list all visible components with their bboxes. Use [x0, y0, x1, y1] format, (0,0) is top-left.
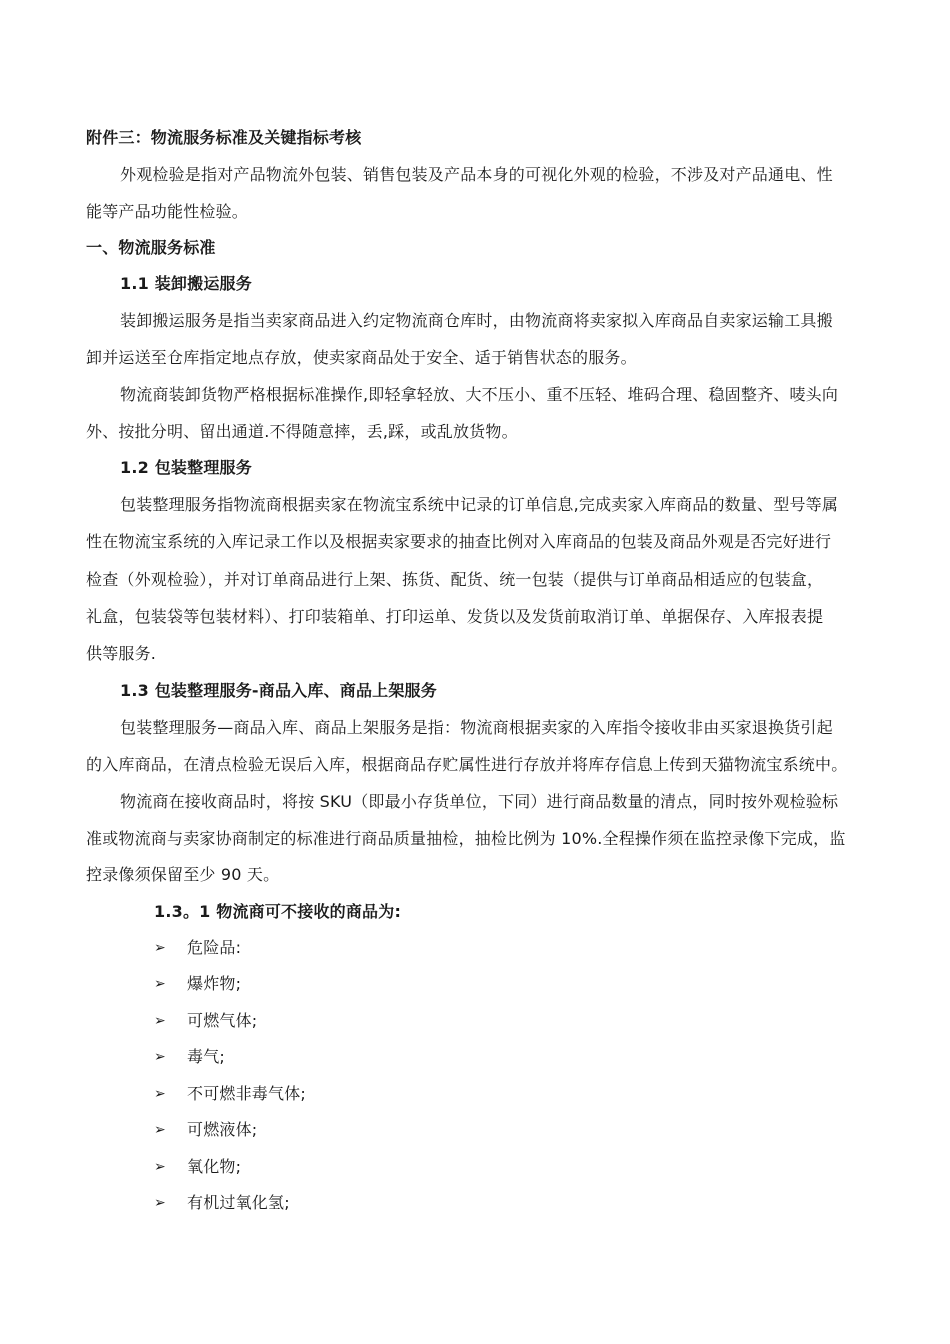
bullet-arrow-icon: ➢: [154, 1122, 166, 1138]
list-item: 不可燃非毒气体;: [187, 1084, 306, 1103]
bullet-arrow-icon: ➢: [154, 1195, 166, 1211]
list-item: 可燃液体;: [187, 1120, 258, 1139]
bullet-arrow-icon: ➢: [154, 976, 166, 992]
section-title-logistics-standards: 一、物流服务标准: [86, 238, 216, 257]
bullet-arrow-icon: ➢: [154, 1049, 166, 1065]
list-item: 危险品:: [187, 938, 242, 957]
subsection-title-1-3-1: 1.3。1 物流商可不接收的商品为:: [154, 902, 402, 921]
list-item: 爆炸物;: [187, 974, 242, 993]
list-item: 毒气;: [187, 1047, 225, 1066]
paragraph-line: 准或物流商与卖家协商制定的标准进行商品质量抽检，抽检比例为 10%.全程操作须在监控录像下完成，监: [86, 829, 846, 848]
paragraph-line: 物流商在接收商品时，将按 SKU（即最小存货单位，下同）进行商品数量的清点，同时按外观检验标: [120, 792, 839, 811]
subsection-title-1-3: 1.3 包装整理服务-商品入库、商品上架服务: [120, 681, 437, 700]
subsection-title-1-2: 1.2 包装整理服务: [120, 458, 252, 477]
paragraph-line: 礼盒，包装袋等包装材料）、打印装箱单、打印运单、发货以及发货前取消订单、单据保存、入库报表提: [86, 607, 824, 626]
paragraph-line: 的入库商品，在清点检验无误后入库，根据商品存贮属性进行存放并将库存信息上传到天猫物流宝系统中。: [86, 755, 848, 774]
paragraph-line: 装卸搬运服务是指当卖家商品进入约定物流商仓库时，由物流商将卖家拟入库商品自卖家运输工具搬: [120, 311, 833, 330]
list-item: 氧化物;: [187, 1157, 242, 1176]
paragraph-line: 供等服务.: [86, 644, 157, 663]
bullet-arrow-icon: ➢: [154, 1086, 166, 1102]
bullet-arrow-icon: ➢: [154, 1013, 166, 1029]
paragraph-line: 包装整理服务—商品入库、商品上架服务是指：物流商根据卖家的入库指令接收非由买家退换货引起: [120, 718, 833, 737]
intro-paragraph-line: 外观检验是指对产品物流外包装、销售包装及产品本身的可视化外观的检验，不涉及对产品通电、性: [120, 165, 833, 184]
subsection-title-1-1: 1.1 装卸搬运服务: [120, 274, 252, 293]
paragraph-line: 物流商装卸货物严格根据标准操作,即轻拿轻放、大不压小、重不压轻、堆码合理、稳固整齐、唛头向: [120, 385, 839, 404]
paragraph-line: 外、按批分明、留出通道.不得随意摔，丢,踩，或乱放货物。: [86, 422, 518, 441]
paragraph-line: 性在物流宝系统的入库记录工作以及根据卖家要求的抽查比例对入库商品的包装及商品外观是否完好进行: [86, 532, 832, 551]
list-item: 有机过氧化氢;: [187, 1193, 290, 1212]
paragraph-line: 包装整理服务指物流商根据卖家在物流宝系统中记录的订单信息,完成卖家入库商品的数量、型号等属: [120, 495, 839, 514]
paragraph-line: 检查（外观检验），并对订单商品进行上架、拣货、配货、统一包装（提供与订单商品相适应的包装盒，: [86, 570, 824, 589]
intro-paragraph-line: 能等产品功能性检验。: [86, 202, 249, 221]
list-item: 可燃气体;: [187, 1011, 258, 1030]
bullet-arrow-icon: ➢: [154, 1159, 166, 1175]
page-heading: 附件三：物流服务标准及关键指标考核: [86, 128, 362, 147]
paragraph-line: 卸并运送至仓库指定地点存放，使卖家商品处于安全、适于销售状态的服务。: [86, 348, 637, 367]
paragraph-line: 控录像须保留至少 90 天。: [86, 865, 280, 884]
bullet-arrow-icon: ➢: [154, 940, 166, 956]
